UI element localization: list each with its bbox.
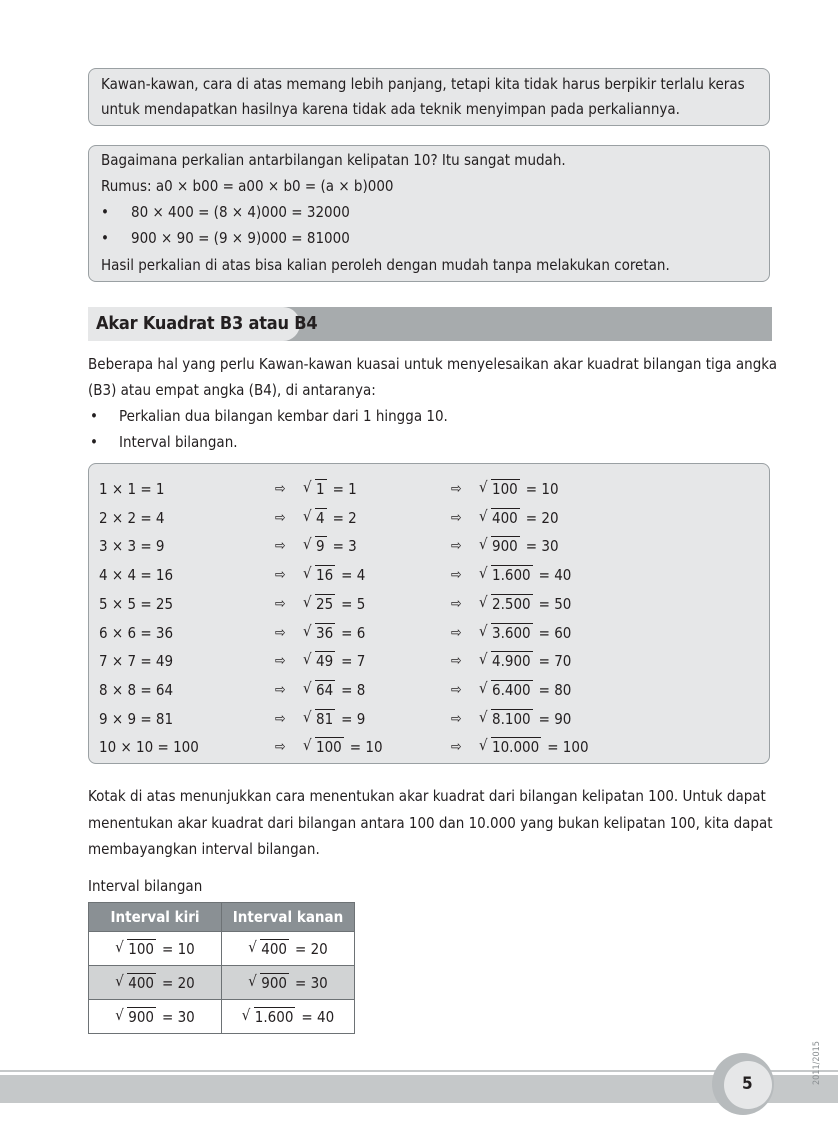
- arrow-right-icon: ⇨: [451, 538, 462, 555]
- body-line-1: Kotak di atas menunjukkan cara menentukan akar kuadrat dari bilangan kelipatan 100. Untuk dapat: [88, 787, 766, 805]
- radicand: 1.600: [254, 1007, 294, 1026]
- sqrt-large: [479, 480, 559, 498]
- example-2: 900 × 90 = (9 × 9)000 = 81000: [131, 229, 350, 247]
- radicand: 1: [316, 480, 325, 498]
- interval-right-cell: [222, 966, 355, 1000]
- sqrt-result: = 5: [341, 594, 366, 613]
- radicand: 400: [128, 973, 154, 992]
- arrow-right-icon: ⇨: [451, 681, 462, 698]
- sqrt-expression: [115, 937, 156, 958]
- sqrt-small: [303, 592, 366, 613]
- sqrt-small: [303, 506, 357, 527]
- radicand: 4: [316, 508, 325, 527]
- arrow-right-icon: ⇨: [275, 653, 286, 670]
- sqrt-result: = 3: [332, 537, 357, 556]
- arrow-right-icon: ⇨: [451, 653, 462, 670]
- arrow-right-icon: ⇨: [451, 481, 462, 497]
- arrow-right-icon: ⇨: [451, 595, 462, 612]
- sqrt-large: [479, 537, 559, 555]
- sqrt-small: [303, 537, 357, 555]
- sqrt-result: = 100: [547, 738, 589, 757]
- arrow-right-icon: ⇨: [275, 739, 286, 756]
- interval-caption: Interval bilangan: [88, 877, 203, 895]
- radicand: 81: [316, 709, 334, 728]
- arrow-right-icon: ⇨: [451, 509, 462, 526]
- sqrt-result: = 30: [295, 973, 328, 992]
- arrow-right-icon: ⇨: [451, 624, 462, 641]
- sqrt-result: = 70: [538, 652, 572, 671]
- interval-right-header: Interval kanan: [222, 903, 355, 932]
- sqrt-expression: [115, 971, 156, 992]
- page-number: 5: [742, 1074, 753, 1094]
- sqrt-result: = 90: [538, 709, 572, 728]
- sqrt-expression: [479, 506, 520, 527]
- arrow-right-icon: ⇨: [275, 538, 286, 555]
- intro-bullet-2: Interval bilangan.: [119, 433, 238, 451]
- sqrt-result: = 2: [332, 508, 357, 527]
- square-product: 2 × 2 = 4: [99, 508, 165, 527]
- sqrt-expression: [303, 652, 335, 670]
- sqrt-expression: [248, 937, 289, 958]
- radical-sign-icon: √: [479, 506, 488, 525]
- radical-sign-icon: √: [248, 937, 257, 956]
- square-product: 10 × 10 = 100: [99, 738, 199, 757]
- sqrt-expression: [479, 678, 533, 699]
- arrow-right-icon: ⇨: [275, 595, 286, 612]
- sqrt-expression: [479, 537, 520, 555]
- sqrt-result: = 50: [538, 594, 572, 613]
- square-product: 8 × 8 = 64: [99, 680, 174, 699]
- bullet-icon: •: [90, 433, 98, 451]
- note-box-1-line-2: untuk mendapatkan hasilnya karena tidak ada teknik menyimpan pada perkaliannya.: [101, 100, 680, 118]
- radical-sign-icon: √: [241, 1005, 251, 1024]
- radicand: 400: [261, 939, 287, 958]
- sqrt-large: [479, 738, 589, 756]
- sqrt-expression: [115, 1005, 156, 1026]
- note-box-1-line-1: Kawan-kawan, cara di atas memang lebih panjang, tetapi kita tidak harus berpikir terlalu keras: [101, 75, 745, 93]
- radicand: 10.000: [492, 738, 540, 757]
- sqrt-result: = 1: [332, 480, 357, 498]
- radicand: 100: [492, 480, 518, 498]
- body-line-2: menentukan akar kuadrat dari bilangan antara 100 dan 10.000 yang bukan kelipatan 100, kita dapat: [88, 814, 773, 832]
- arrow-right-icon: ⇨: [451, 710, 462, 727]
- radical-sign-icon: √: [115, 971, 124, 990]
- interval-left-cell: [89, 966, 222, 1000]
- radicand: 16: [316, 566, 334, 585]
- sqrt-expression: [303, 480, 327, 498]
- sqrt-small: [303, 566, 365, 584]
- example-1: 80 × 400 = (8 × 4)000 = 32000: [131, 203, 350, 221]
- radical-sign-icon: √: [479, 592, 488, 611]
- intro-line-2: (B3) atau empat angka (B4), di antaranya:: [88, 381, 376, 399]
- arrow-right-icon: ⇨: [275, 624, 286, 641]
- radicand: 6.400: [492, 680, 531, 699]
- radical-sign-icon: √: [248, 971, 257, 990]
- note-box-2-line-3: Hasil perkalian di atas bisa kalian peroleh dengan mudah tanpa melakukan coretan.: [101, 256, 670, 274]
- section-heading: Akar Kuadrat B3 atau B4: [96, 313, 318, 334]
- sqrt-result: = 80: [538, 680, 572, 699]
- sqrt-small: [303, 480, 357, 498]
- body-line-3: membayangkan interval bilangan.: [88, 840, 320, 858]
- radical-sign-icon: √: [303, 506, 312, 525]
- arrow-right-icon: ⇨: [451, 739, 462, 756]
- radicand: 49: [316, 652, 334, 671]
- sqrt-expression: [303, 738, 344, 756]
- square-product: 3 × 3 = 9: [99, 537, 165, 556]
- square-product: 1 × 1 = 1: [99, 480, 165, 498]
- radical-sign-icon: √: [303, 621, 312, 640]
- bullet-icon: •: [101, 203, 109, 221]
- sqrt-large: [479, 678, 572, 699]
- sqrt-result: = 20: [162, 973, 195, 992]
- interval-row: [89, 966, 355, 1000]
- radicand: 2.500: [492, 594, 531, 613]
- sqrt-expression: [248, 971, 289, 992]
- sqrt-expression: [303, 537, 327, 555]
- note-box-2: [88, 145, 770, 282]
- sqrt-large: [479, 592, 572, 613]
- radical-sign-icon: √: [303, 564, 312, 583]
- sqrt-result: = 10: [162, 939, 195, 958]
- bullet-icon: •: [101, 229, 109, 247]
- sqrt-large: [479, 652, 571, 670]
- sqrt-result: = 7: [341, 652, 366, 671]
- radicand: 100: [128, 939, 154, 958]
- interval-left-cell: [89, 932, 222, 966]
- radical-sign-icon: √: [115, 1005, 124, 1024]
- side-code: 2011/2015: [812, 1041, 822, 1085]
- sqrt-result: = 40: [538, 566, 572, 585]
- radical-sign-icon: √: [479, 650, 488, 669]
- sqrt-result: = 10: [349, 738, 383, 757]
- sqrt-result: = 20: [525, 508, 559, 527]
- radicand: 3.600: [492, 623, 531, 642]
- radical-sign-icon: √: [479, 535, 488, 554]
- square-product: 6 × 6 = 36: [99, 623, 174, 642]
- sqrt-small: [303, 652, 365, 670]
- radical-sign-icon: √: [479, 478, 488, 496]
- sqrt-large: [479, 566, 571, 584]
- sqrt-large: [479, 506, 559, 527]
- sqrt-expression: [479, 592, 533, 613]
- sqrt-result: = 30: [162, 1007, 195, 1026]
- radical-sign-icon: √: [479, 621, 488, 640]
- sqrt-expression: [303, 566, 335, 584]
- intro-bullet-1: Perkalian dua bilangan kembar dari 1 hingga 10.: [119, 407, 448, 425]
- sqrt-result: = 10: [525, 480, 559, 498]
- sqrt-result: = 9: [341, 709, 366, 728]
- sqrt-expression: [479, 652, 533, 670]
- arrow-right-icon: ⇨: [275, 481, 286, 497]
- arrow-right-icon: ⇨: [275, 681, 286, 698]
- radical-sign-icon: √: [303, 592, 312, 611]
- sqrt-result: = 60: [538, 623, 572, 642]
- sqrt-result: = 8: [341, 680, 366, 699]
- radicand: 100: [316, 738, 342, 757]
- square-product: 4 × 4 = 16: [99, 566, 174, 585]
- radicand: 64: [316, 680, 334, 699]
- note-box-2-line-1: Bagaimana perkalian antarbilangan kelipatan 10? Itu sangat mudah.: [101, 151, 566, 169]
- radical-sign-icon: √: [303, 650, 312, 669]
- sqrt-expression: [241, 1005, 296, 1026]
- sqrt-expression: [303, 506, 327, 527]
- arrow-right-icon: ⇨: [275, 567, 286, 584]
- arrow-right-icon: ⇨: [275, 509, 286, 526]
- radical-sign-icon: √: [303, 736, 312, 755]
- sqrt-small: [303, 738, 383, 756]
- sqrt-result: = 40: [301, 1007, 335, 1026]
- footer-line: [0, 1070, 838, 1072]
- radical-sign-icon: √: [303, 707, 312, 726]
- radical-sign-icon: √: [479, 678, 488, 697]
- sqrt-expression: [479, 707, 533, 728]
- sqrt-result: = 30: [525, 537, 559, 556]
- square-product: 7 × 7 = 49: [99, 652, 174, 671]
- radical-sign-icon: √: [303, 478, 312, 496]
- sqrt-expression: [479, 738, 541, 756]
- sqrt-expression: [303, 592, 335, 613]
- sqrt-result: = 20: [295, 939, 328, 958]
- sqrt-expression: [303, 621, 335, 642]
- interval-left-header: Interval kiri: [89, 903, 222, 932]
- sqrt-small: [303, 707, 366, 728]
- sqrt-small: [303, 621, 366, 642]
- formula-line: Rumus: a0 × b00 = a00 × b0 = (a × b)000: [101, 177, 394, 195]
- square-product: 5 × 5 = 25: [99, 594, 174, 613]
- interval-left-cell: [89, 1000, 222, 1034]
- radicand: 4.900: [492, 652, 531, 671]
- radicand: 900: [128, 1007, 154, 1026]
- sqrt-expression: [479, 566, 533, 584]
- sqrt-large: [479, 621, 572, 642]
- sqrt-expression: [479, 480, 520, 498]
- arrow-right-icon: ⇨: [451, 567, 462, 584]
- radical-sign-icon: √: [479, 564, 488, 583]
- square-product: 9 × 9 = 81: [99, 709, 174, 728]
- intro-line-1: Beberapa hal yang perlu Kawan-kawan kuasai untuk menyelesaikan akar kuadrat bilangan tiga angka: [88, 355, 778, 373]
- radicand: 900: [261, 973, 287, 992]
- note-box-1: [88, 68, 770, 126]
- interval-row: [89, 932, 355, 966]
- interval-row: [89, 1000, 355, 1034]
- radicand: 400: [492, 508, 518, 527]
- sqrt-large: [479, 707, 572, 728]
- sqrt-expression: [479, 621, 533, 642]
- squares-box: [88, 463, 770, 764]
- arrow-right-icon: ⇨: [275, 710, 286, 727]
- radical-sign-icon: √: [479, 707, 488, 726]
- radicand: 8.100: [492, 709, 531, 728]
- bullet-icon: •: [90, 407, 98, 425]
- radicand: 1.600: [492, 566, 531, 585]
- sqrt-result: = 6: [341, 623, 366, 642]
- radicand: 25: [316, 594, 334, 613]
- radical-sign-icon: √: [479, 736, 488, 755]
- radical-sign-icon: √: [303, 535, 312, 554]
- interval-right-cell: [222, 932, 355, 966]
- radical-sign-icon: √: [303, 678, 312, 697]
- radicand: 36: [316, 623, 334, 642]
- interval-table: [88, 902, 355, 1034]
- radicand: 9: [316, 537, 325, 556]
- sqrt-expression: [303, 678, 335, 699]
- sqrt-small: [303, 678, 366, 699]
- sqrt-expression: [303, 707, 335, 728]
- sqrt-result: = 4: [341, 566, 366, 585]
- radical-sign-icon: √: [115, 937, 124, 956]
- radicand: 900: [492, 537, 518, 556]
- interval-right-cell: [222, 1000, 355, 1034]
